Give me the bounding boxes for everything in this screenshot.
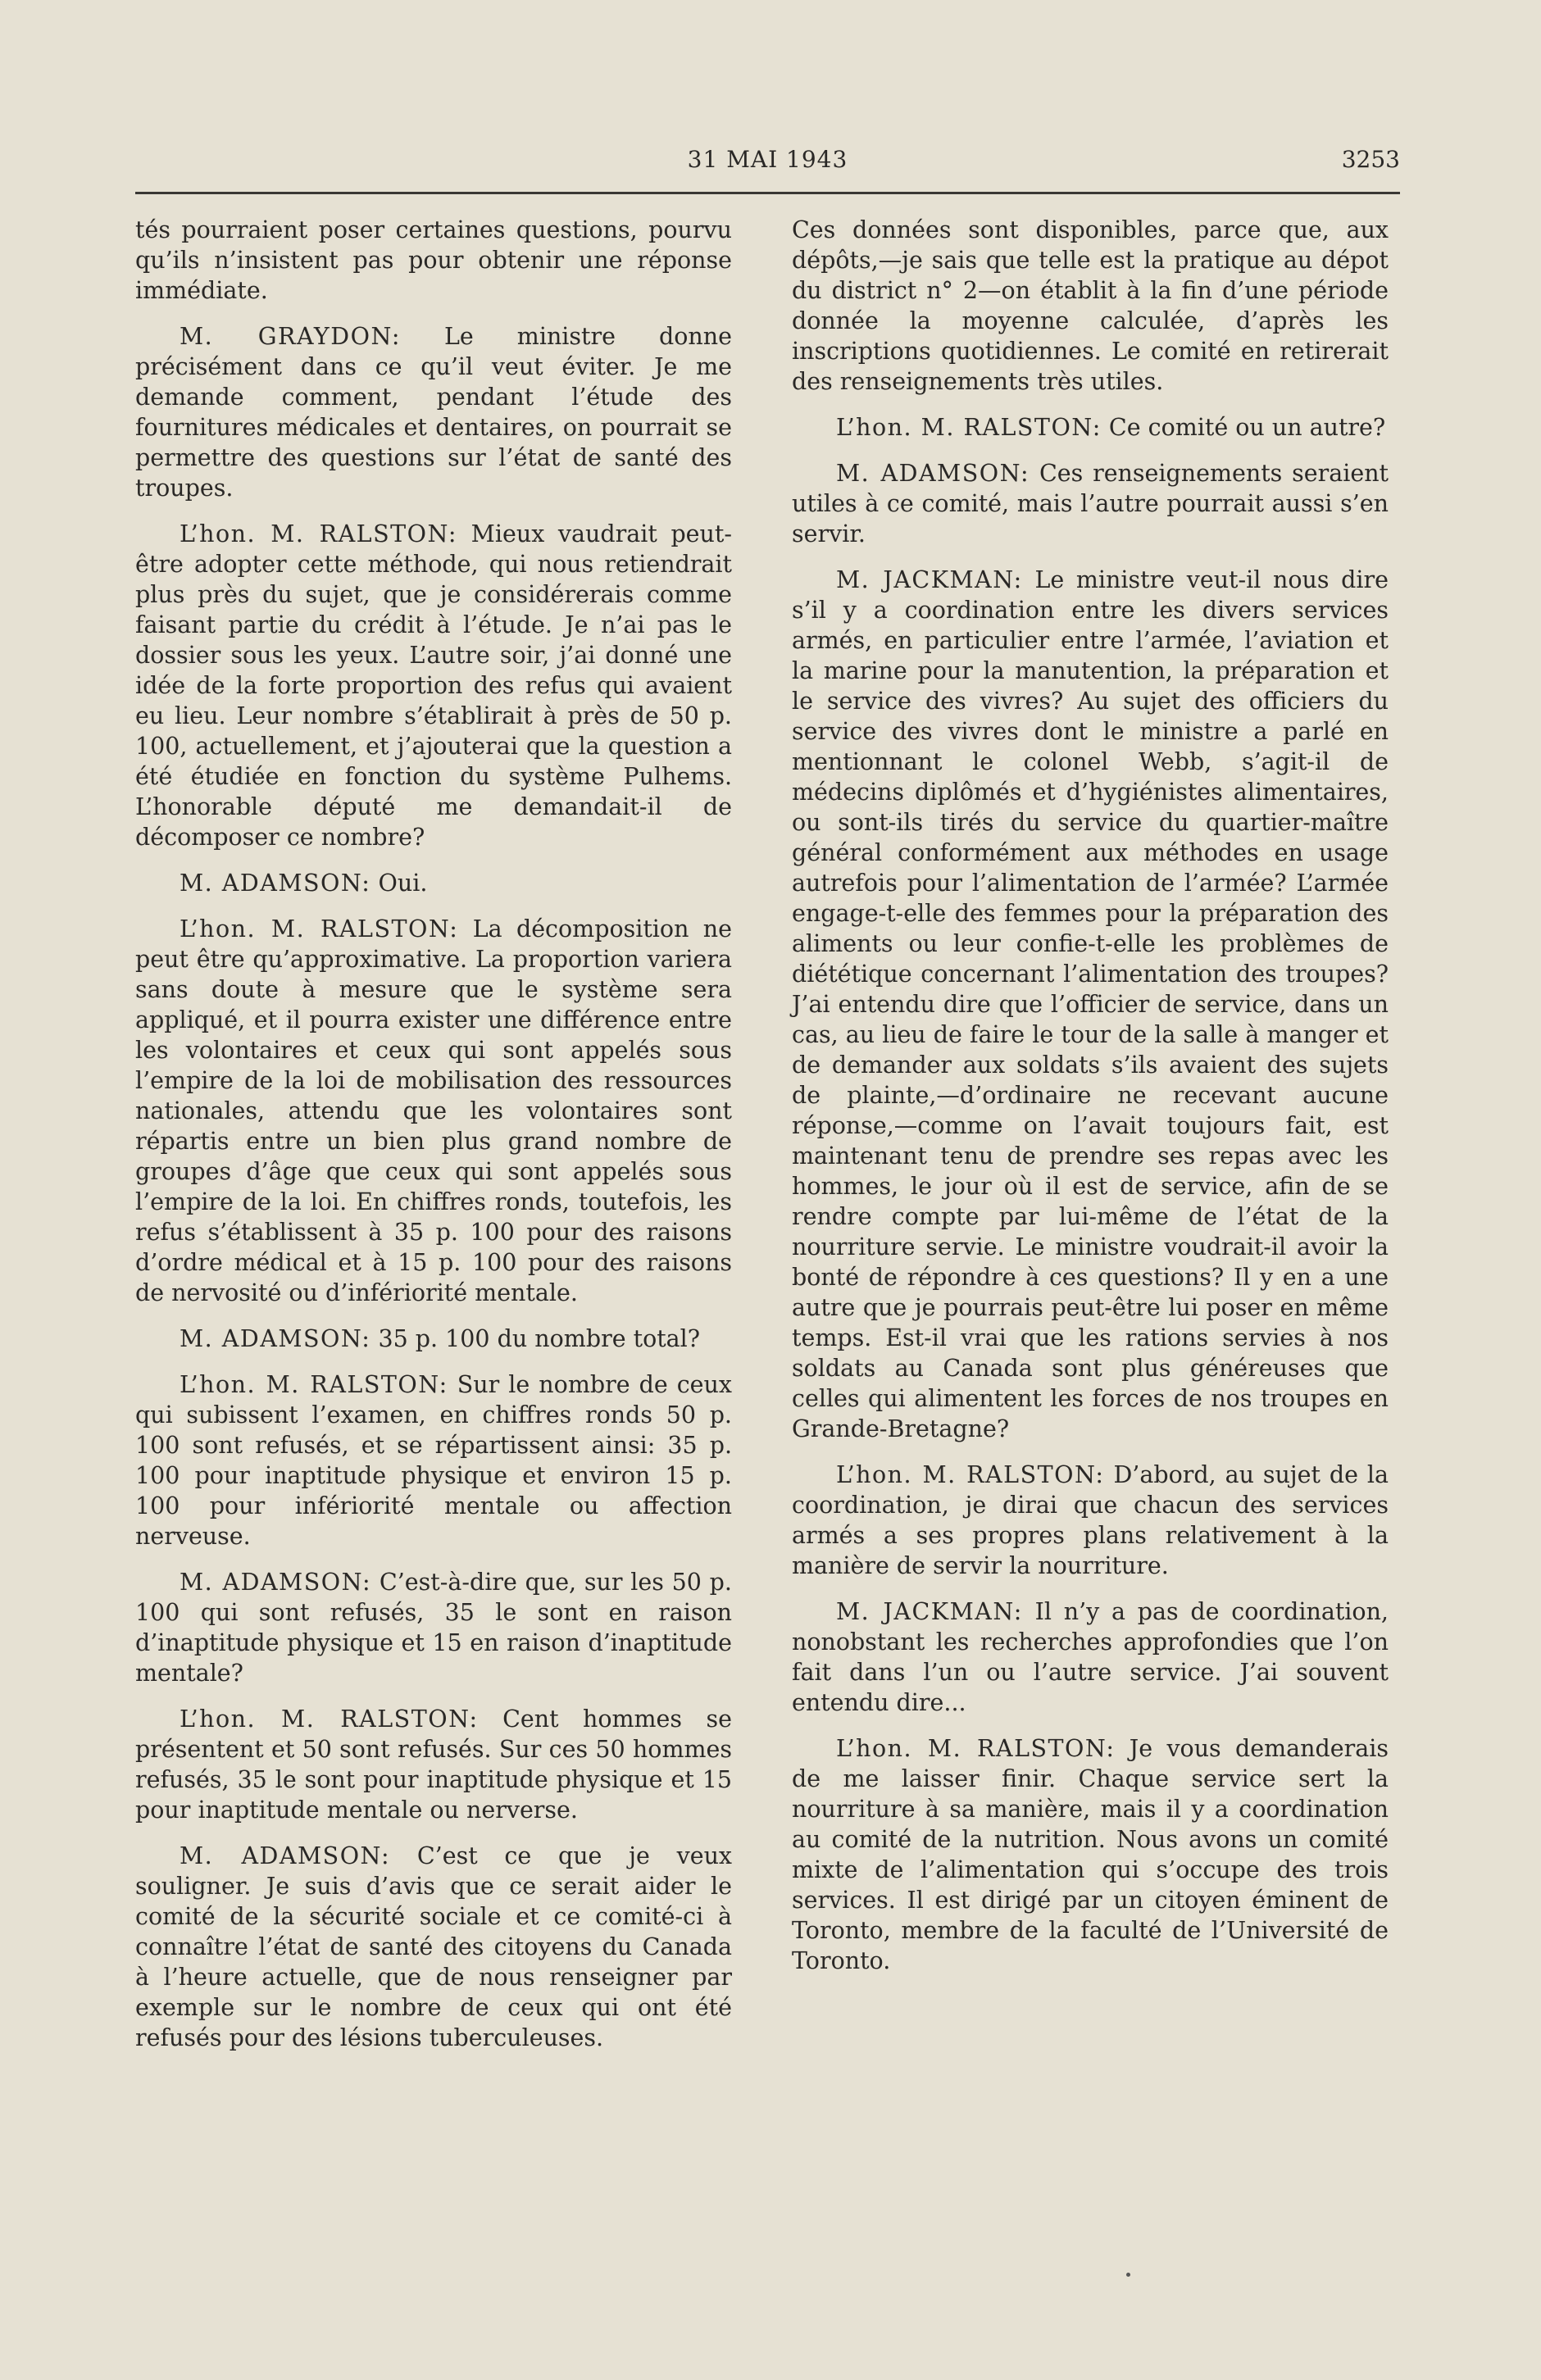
paragraph-text: Il n’y a pas de coordination, nonobstant les recherches approfondies que l’on fait dans l’un ou l’autre service. J’ai souvent entendu dire... bbox=[792, 1598, 1389, 1716]
paragraph-text: C’est-à-dire que, sur les 50 p. 100 qui sont refusés, 35 le sont en raison d’inaptitude physique et 15 en raison d’inaptitude mentale? bbox=[135, 1569, 732, 1687]
paragraph-text: D’abord, au sujet de la coordination, je dirai que chacun des services armés a ses propres plans relativement à la manière de servir la nourriture. bbox=[792, 1461, 1389, 1579]
paragraph bbox=[792, 1597, 1389, 1718]
right-column bbox=[792, 215, 1389, 1992]
paragraph bbox=[135, 914, 732, 1308]
paragraph-text: Cent hommes se présentent et 50 sont refusés. Sur ces 50 hommes refusés, 35 le sont pour inaptitude physique et 15 pour inaptitude mentale ou nerverse. bbox=[135, 1706, 732, 1824]
paragraph bbox=[792, 412, 1389, 443]
paragraph-text: Mieux vaudrait peut-être adopter cette méthode, qui nous retiendrait plus près du sujet, que je considérerais comme faisant partie du crédit à l’étude. Je n’ai pas le dossier sous les yeux. L’autre soir, j’ai donné une idée de la forte proportion des refus qui avaient eu lieu. Leur nombre s’établirait à près de 50 p. 100, actuellement, et j’ajouterai que la question a été étudiée en fonction du système Pulhems. L’honorable député me demandait-il de décomposer ce nombre? bbox=[135, 520, 732, 851]
paragraph bbox=[792, 215, 1389, 397]
paragraph-text: Le ministre donne précisément dans ce qu’il veut éviter. Je me demande comment, pendant l’étude des fournitures médicales et dentaires, on pourrait se permettre des questions sur l’état de santé des troupes. bbox=[135, 323, 732, 502]
paragraph bbox=[135, 1704, 732, 1825]
paragraph-text: 35 p. 100 du nombre total? bbox=[378, 1325, 701, 1352]
speaker-name: L’hon. M. RALSTON: bbox=[180, 1706, 479, 1733]
paragraph bbox=[135, 868, 732, 898]
page-header bbox=[135, 146, 1400, 185]
paragraph-text: Le ministre veut-il nous dire s’il y a coordination entre les divers services armés, en particulier entre l’armée, l’aviation et la marine pour la manutention, la préparation et le service des vivres? Au sujet des officiers du service des vivres dont le ministre a parlé en mentionnant le colonel Webb, s’agit-il de médecins diplômés et d’hygiénistes alimentaires, ou sont-ils tirés du service du quartier-maître général conformément aux méthodes en usage autrefois pour l’alimentation de l’armée? L’armée engage-t-elle des femmes pour la préparation des aliments ou leur confie-t-elle les problèmes de diététique concernant l’alimentation des troupes? J’ai entendu dire que l’officier de service, dans un cas, au lieu de faire le tour de la salle à manger et de demander aux soldats s’ils avaient des sujets de plainte,—d’ordinaire ne recevant aucune réponse,—comme on l’avait toujours fait, est maintenant tenu de prendre ses repas avec les hommes, le jour où il est de service, afin de se rendre compte par lui-même de l’état de la nourriture servie. Le ministre voudrait-il avoir la bonté de répondre à ces questions? Il y en a une autre que je pourrais peut-être lui poser en même temps. Est-il vrai que les rations servies à nos soldats au Canada sont plus généreuses que celles qui alimentent les forces de nos troupes en Grande-Bretagne? bbox=[792, 566, 1389, 1442]
speaker-name: M. ADAMSON: bbox=[180, 1325, 371, 1352]
speaker-name: M. ADAMSON: bbox=[180, 1569, 372, 1596]
speaker-name: M. ADAMSON: bbox=[180, 1842, 391, 1869]
paragraph bbox=[792, 1460, 1389, 1581]
paragraph bbox=[792, 565, 1389, 1444]
paragraph-text: C’est ce que je veux souligner. Je suis d’avis que ce serait aider le comité de la sécurité sociale et ce comité-ci à connaître l’état de santé des citoyens du Canada à l’heure actuelle, que de nous renseigner par exemple sur le nombre de ceux qui ont été refusés pour des lésions tuberculeuses. bbox=[135, 1842, 732, 2051]
speaker-name: M. JACKMAN: bbox=[836, 566, 1023, 593]
left-column bbox=[135, 215, 732, 2069]
paragraph bbox=[135, 215, 732, 306]
page-number: 3253 bbox=[1341, 146, 1400, 173]
paragraph bbox=[135, 519, 732, 852]
page-date: 31 MAI 1943 bbox=[687, 146, 848, 173]
header-rule bbox=[135, 192, 1400, 194]
paragraph bbox=[135, 1841, 732, 2053]
paragraph bbox=[135, 1567, 732, 1688]
speaker-name: L’hon. M. RALSTON: bbox=[180, 520, 458, 547]
speaker-name: L’hon. M. RALSTON: bbox=[836, 1735, 1116, 1762]
speaker-name: L’hon. M. RALSTON: bbox=[836, 1461, 1105, 1488]
paragraph-text: tés pourraient poser certaines questions, pourvu qu’ils n’insistent pas pour obtenir une réponse immédiate. bbox=[135, 216, 732, 304]
speaker-name: M. JACKMAN: bbox=[836, 1598, 1023, 1625]
paragraph-text: La décomposition ne peut être qu’approximative. La proportion variera sans doute à mesure que le système sera appliqué, et il pourra exister une différence entre les volontaires et ceux qui sont appelés sous l’empire de la loi de mobilisation des ressources nationales, attendu que les volontaires sont répartis entre un bien plus grand nombre de groupes d’âge que ceux qui sont appelés sous l’empire de la loi. En chiffres ronds, toutefois, les refus s’établissent à 35 p. 100 pour des raisons d’ordre médical et à 15 p. 100 pour des raisons de nervosité ou d’infériorité mentale. bbox=[135, 915, 732, 1306]
paragraph-text: Je vous demanderais de me laisser finir. Chaque service sert la nourriture à sa manière, mais il y a coordination au comité de la nutrition. Nous avons un comité mixte de l’alimentation qui s’occupe des trois services. Il est dirigé par un citoyen éminent de Toronto, membre de la faculté de l’Université de Toronto. bbox=[792, 1735, 1389, 1974]
paragraph-text: Ces renseignements seraient utiles à ce comité, mais l’autre pourrait aussi s’en servir. bbox=[792, 460, 1389, 547]
paragraph bbox=[792, 1733, 1389, 1976]
paragraph bbox=[135, 1324, 732, 1354]
speaker-name: L’hon. M. RALSTON: bbox=[180, 915, 459, 942]
paragraph bbox=[792, 458, 1389, 549]
ink-speck bbox=[1126, 2273, 1130, 2277]
paragraph-text: Oui. bbox=[378, 870, 428, 897]
speaker-name: L’hon. M. RALSTON: bbox=[180, 1371, 448, 1398]
speaker-name: M. ADAMSON: bbox=[180, 870, 371, 897]
paragraph-text: Ces données sont disponibles, parce que, aux dépôts,—je sais que telle est la pratique au dépot du district n° 2—on établit à la fin d’une période donnée la moyenne calculée, d’après les inscriptions quotidiennes. Le comité en retirerait des renseignements très utiles. bbox=[792, 216, 1389, 395]
speaker-name: L’hon. M. RALSTON: bbox=[836, 414, 1102, 441]
speaker-name: M. GRAYDON: bbox=[180, 323, 401, 350]
speaker-name: M. ADAMSON: bbox=[836, 460, 1030, 487]
paragraph bbox=[135, 321, 732, 503]
paragraph-text: Ce comité ou un autre? bbox=[1108, 414, 1386, 441]
paragraph-text: Sur le nombre de ceux qui subissent l’examen, en chiffres ronds 50 p. 100 sont refusés, et se répartissent ainsi: 35 p. 100 pour inaptitude physique et environ 15 p. 100 pour infériorité mentale ou affection nerveuse. bbox=[135, 1371, 732, 1550]
paragraph bbox=[135, 1369, 732, 1551]
